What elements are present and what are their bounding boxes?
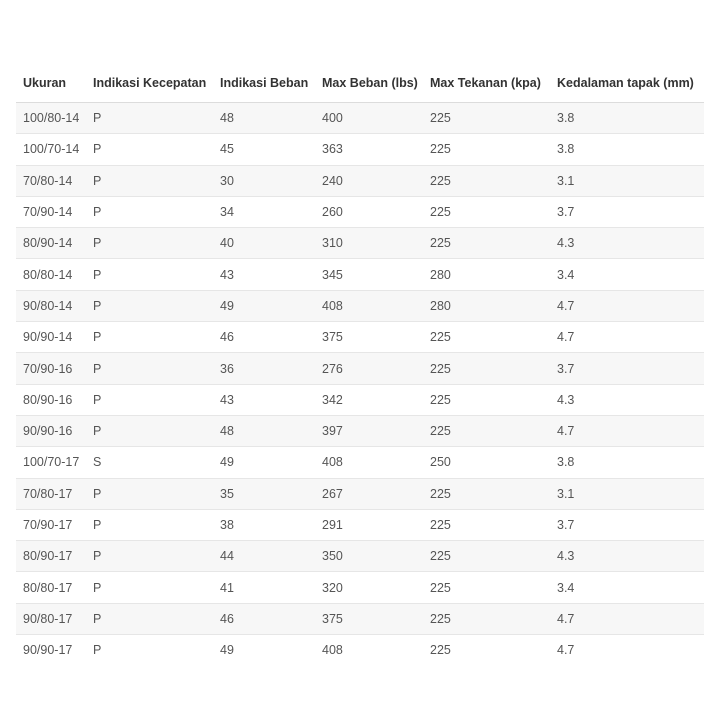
header-ukuran: Ukuran (16, 64, 86, 103)
cell-max-beban: 320 (315, 572, 423, 603)
cell-indikasi-beban: 46 (213, 322, 315, 353)
cell-indikasi-beban: 36 (213, 353, 315, 384)
cell-indikasi-kecepatan: P (86, 165, 213, 196)
cell-max-tekanan: 250 (423, 447, 550, 478)
cell-ukuran: 100/80-14 (16, 103, 86, 134)
cell-indikasi-kecepatan: P (86, 322, 213, 353)
cell-indikasi-kecepatan: P (86, 196, 213, 227)
tire-spec-table-container (16, 64, 704, 665)
table-row (16, 478, 704, 509)
cell-kedalaman-tapak: 3.7 (550, 196, 704, 227)
cell-kedalaman-tapak: 3.8 (550, 103, 704, 134)
cell-indikasi-beban: 34 (213, 196, 315, 227)
cell-max-tekanan: 225 (423, 384, 550, 415)
cell-kedalaman-tapak: 3.1 (550, 165, 704, 196)
cell-kedalaman-tapak: 4.7 (550, 603, 704, 634)
table-row (16, 259, 704, 290)
cell-max-tekanan: 225 (423, 322, 550, 353)
table-row (16, 196, 704, 227)
cell-max-tekanan: 225 (423, 572, 550, 603)
cell-indikasi-kecepatan: P (86, 572, 213, 603)
cell-indikasi-kecepatan: P (86, 103, 213, 134)
header-indikasi-beban: Indikasi Beban (213, 64, 315, 103)
cell-max-tekanan: 225 (423, 196, 550, 227)
table-row (16, 447, 704, 478)
table-row (16, 603, 704, 634)
cell-ukuran: 70/90-14 (16, 196, 86, 227)
cell-max-beban: 342 (315, 384, 423, 415)
cell-indikasi-kecepatan: P (86, 603, 213, 634)
cell-max-beban: 291 (315, 509, 423, 540)
cell-ukuran: 90/80-17 (16, 603, 86, 634)
cell-kedalaman-tapak: 3.8 (550, 134, 704, 165)
cell-ukuran: 100/70-14 (16, 134, 86, 165)
cell-kedalaman-tapak: 4.7 (550, 322, 704, 353)
table-row (16, 572, 704, 603)
cell-indikasi-kecepatan: S (86, 447, 213, 478)
cell-indikasi-beban: 49 (213, 635, 315, 666)
cell-ukuran: 70/90-17 (16, 509, 86, 540)
cell-indikasi-kecepatan: P (86, 541, 213, 572)
cell-max-tekanan: 225 (423, 165, 550, 196)
cell-max-beban: 400 (315, 103, 423, 134)
cell-max-tekanan: 225 (423, 415, 550, 446)
cell-max-beban: 310 (315, 228, 423, 259)
cell-indikasi-kecepatan: P (86, 228, 213, 259)
table-row (16, 415, 704, 446)
cell-max-beban: 240 (315, 165, 423, 196)
cell-kedalaman-tapak: 4.3 (550, 384, 704, 415)
cell-max-beban: 408 (315, 447, 423, 478)
cell-max-beban: 345 (315, 259, 423, 290)
cell-indikasi-beban: 49 (213, 290, 315, 321)
cell-max-beban: 276 (315, 353, 423, 384)
cell-kedalaman-tapak: 3.1 (550, 478, 704, 509)
cell-ukuran: 90/80-14 (16, 290, 86, 321)
table-row (16, 384, 704, 415)
cell-indikasi-beban: 48 (213, 415, 315, 446)
table-row (16, 353, 704, 384)
cell-max-beban: 397 (315, 415, 423, 446)
cell-max-tekanan: 225 (423, 353, 550, 384)
cell-indikasi-beban: 48 (213, 103, 315, 134)
table-row (16, 103, 704, 134)
cell-indikasi-kecepatan: P (86, 290, 213, 321)
cell-kedalaman-tapak: 3.4 (550, 572, 704, 603)
cell-ukuran: 80/80-14 (16, 259, 86, 290)
cell-max-tekanan: 280 (423, 259, 550, 290)
cell-kedalaman-tapak: 4.7 (550, 635, 704, 666)
cell-ukuran: 100/70-17 (16, 447, 86, 478)
cell-max-tekanan: 225 (423, 103, 550, 134)
cell-ukuran: 70/80-14 (16, 165, 86, 196)
table-row (16, 165, 704, 196)
cell-indikasi-beban: 44 (213, 541, 315, 572)
cell-indikasi-beban: 40 (213, 228, 315, 259)
cell-kedalaman-tapak: 4.3 (550, 541, 704, 572)
header-row (16, 64, 704, 103)
cell-ukuran: 90/90-16 (16, 415, 86, 446)
table-row (16, 322, 704, 353)
cell-indikasi-beban: 43 (213, 384, 315, 415)
cell-ukuran: 90/90-14 (16, 322, 86, 353)
cell-ukuran: 80/90-16 (16, 384, 86, 415)
cell-ukuran: 90/90-17 (16, 635, 86, 666)
cell-max-tekanan: 225 (423, 228, 550, 259)
cell-kedalaman-tapak: 3.8 (550, 447, 704, 478)
header-max-beban: Max Beban (lbs) (315, 64, 423, 103)
cell-ukuran: 80/90-17 (16, 541, 86, 572)
cell-max-beban: 350 (315, 541, 423, 572)
cell-kedalaman-tapak: 3.7 (550, 509, 704, 540)
cell-indikasi-kecepatan: P (86, 353, 213, 384)
cell-max-beban: 408 (315, 635, 423, 666)
table-header (16, 64, 704, 103)
cell-max-tekanan: 225 (423, 635, 550, 666)
tire-spec-table (16, 64, 704, 665)
cell-indikasi-beban: 45 (213, 134, 315, 165)
cell-ukuran: 70/90-16 (16, 353, 86, 384)
cell-max-tekanan: 225 (423, 509, 550, 540)
cell-max-beban: 375 (315, 603, 423, 634)
cell-ukuran: 80/90-14 (16, 228, 86, 259)
header-indikasi-kecepatan: Indikasi Kecepatan (86, 64, 213, 103)
cell-ukuran: 80/80-17 (16, 572, 86, 603)
cell-max-tekanan: 225 (423, 603, 550, 634)
cell-indikasi-beban: 38 (213, 509, 315, 540)
cell-indikasi-kecepatan: P (86, 635, 213, 666)
cell-indikasi-kecepatan: P (86, 134, 213, 165)
cell-max-beban: 363 (315, 134, 423, 165)
cell-max-beban: 267 (315, 478, 423, 509)
table-row (16, 541, 704, 572)
header-kedalaman-tapak: Kedalaman tapak (mm) (550, 64, 704, 103)
cell-indikasi-beban: 35 (213, 478, 315, 509)
cell-indikasi-kecepatan: P (86, 415, 213, 446)
table-row (16, 509, 704, 540)
cell-indikasi-kecepatan: P (86, 509, 213, 540)
table-row (16, 635, 704, 666)
cell-max-tekanan: 225 (423, 478, 550, 509)
cell-indikasi-beban: 41 (213, 572, 315, 603)
cell-max-tekanan: 280 (423, 290, 550, 321)
header-max-tekanan: Max Tekanan (kpa) (423, 64, 550, 103)
cell-indikasi-kecepatan: P (86, 384, 213, 415)
cell-indikasi-beban: 43 (213, 259, 315, 290)
cell-indikasi-beban: 49 (213, 447, 315, 478)
cell-indikasi-kecepatan: P (86, 259, 213, 290)
cell-kedalaman-tapak: 4.7 (550, 415, 704, 446)
cell-indikasi-kecepatan: P (86, 478, 213, 509)
table-row (16, 228, 704, 259)
cell-max-beban: 408 (315, 290, 423, 321)
cell-max-tekanan: 225 (423, 134, 550, 165)
cell-kedalaman-tapak: 3.4 (550, 259, 704, 290)
cell-indikasi-beban: 30 (213, 165, 315, 196)
table-body (16, 103, 704, 666)
cell-indikasi-beban: 46 (213, 603, 315, 634)
cell-kedalaman-tapak: 4.3 (550, 228, 704, 259)
cell-ukuran: 70/80-17 (16, 478, 86, 509)
cell-max-beban: 260 (315, 196, 423, 227)
cell-kedalaman-tapak: 4.7 (550, 290, 704, 321)
cell-kedalaman-tapak: 3.7 (550, 353, 704, 384)
table-row (16, 134, 704, 165)
cell-max-beban: 375 (315, 322, 423, 353)
cell-max-tekanan: 225 (423, 541, 550, 572)
table-row (16, 290, 704, 321)
